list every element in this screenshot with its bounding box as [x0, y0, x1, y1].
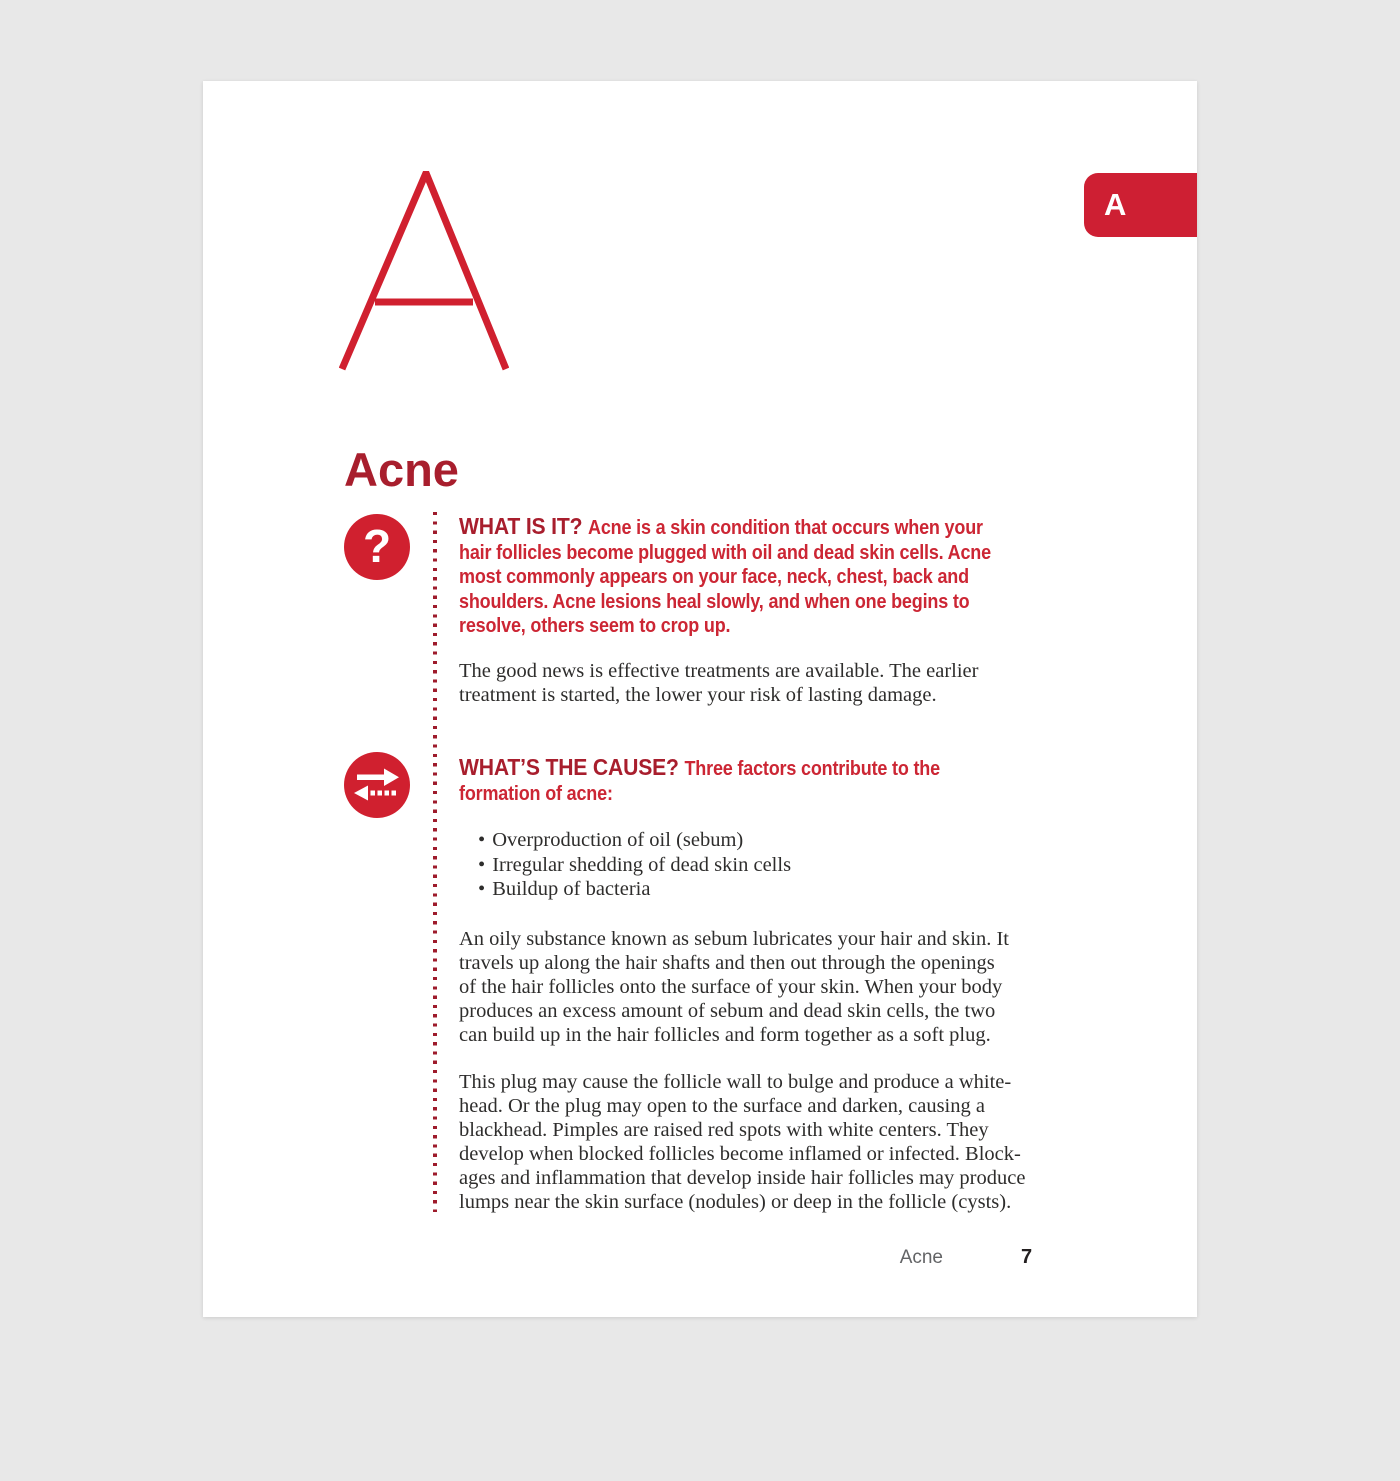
question-icon: [344, 514, 410, 580]
lead-text-line: resolve, others seem to crop up.: [459, 615, 731, 637]
section-what-is-it: [459, 514, 1017, 639]
dotted-divider: [433, 512, 437, 1212]
section-heading: WHAT’S THE CAUSE?: [459, 754, 685, 780]
arrows-glyph: [344, 752, 410, 818]
section-heading: WHAT IS IT?: [459, 513, 589, 539]
body-text-line: An oily substance known as sebum lubricates your hair and skin. It: [459, 928, 1009, 950]
book-page: [203, 81, 1197, 1317]
body-text-line: of the hair follicles onto the surface of your skin. When your body: [459, 976, 1003, 998]
body-text-line: blackhead. Pimples are raised red spots with white centers. They: [459, 1119, 989, 1141]
body-text-line: ages and inflammation that develop inside hair follicles may produce: [459, 1167, 1026, 1189]
body-text-line: produces an excess amount of sebum and dead skin cells, the two: [459, 1000, 996, 1022]
bullet-dot: •: [478, 853, 486, 876]
section-cause-factors: [459, 828, 1079, 902]
footer-page-number: 7: [1021, 1246, 1033, 1268]
bullet-dot: •: [478, 829, 486, 851]
body-text-line: head. Or the plug may open to the surface and darken, causing a: [459, 1095, 985, 1117]
lead-text-line: hair follicles become plugged with oil and dead skin cells. Acne: [459, 541, 991, 564]
arrows-icon: [344, 752, 410, 818]
section-good-news: [459, 659, 1079, 707]
body-text-line: lumps near the skin surface (nodules) or deep in the follicle (cysts).: [459, 1191, 1012, 1213]
bullet-item: • Buildup of bacteria: [478, 878, 651, 900]
index-tab: [1084, 173, 1197, 237]
lead-text-line: formation of acne:: [459, 782, 613, 805]
page-title: Acne: [344, 443, 459, 496]
lead-text-line: WHAT’S THE CAUSE? Three factors contribute to the: [459, 754, 940, 780]
section-whats-the-cause: [459, 755, 1017, 806]
body-text-line: treatment is started, the lower your risk of lasting damage.: [459, 684, 937, 706]
index-tab-letter: A: [1104, 187, 1127, 222]
bullet-item: • Overproduction of oil (sebum): [478, 829, 744, 851]
question-glyph: ?: [362, 519, 392, 572]
footer-section-label: Acne: [899, 1247, 943, 1268]
bullet-item: • Irregular shedding of dead skin cells: [478, 853, 792, 876]
bullet-dot: •: [478, 878, 486, 900]
body-text-line: The good news is effective treatments are available. The earlier: [459, 660, 979, 682]
body-text-line: can build up in the hair follicles and form together as a soft plug.: [459, 1024, 991, 1046]
drop-cap-letter-A: [339, 171, 509, 371]
section-sebum-paragraph: [459, 927, 1079, 1047]
lead-text-line: most commonly appears on your face, neck, chest, back and: [459, 566, 969, 588]
lead-text-line: WHAT IS IT? Acne is a skin condition that occurs when your: [459, 513, 983, 539]
body-text-line: develop when blocked follicles become inflamed or infected. Block-: [459, 1143, 1021, 1165]
lead-text-line: shoulders. Acne lesions heal slowly, and when one begins to: [459, 590, 970, 613]
section-plug-paragraph: [459, 1070, 1079, 1214]
body-text-line: This plug may cause the follicle wall to bulge and produce a white-: [459, 1071, 1012, 1093]
body-text-line: travels up along the hair shafts and then out through the openings: [459, 952, 995, 974]
